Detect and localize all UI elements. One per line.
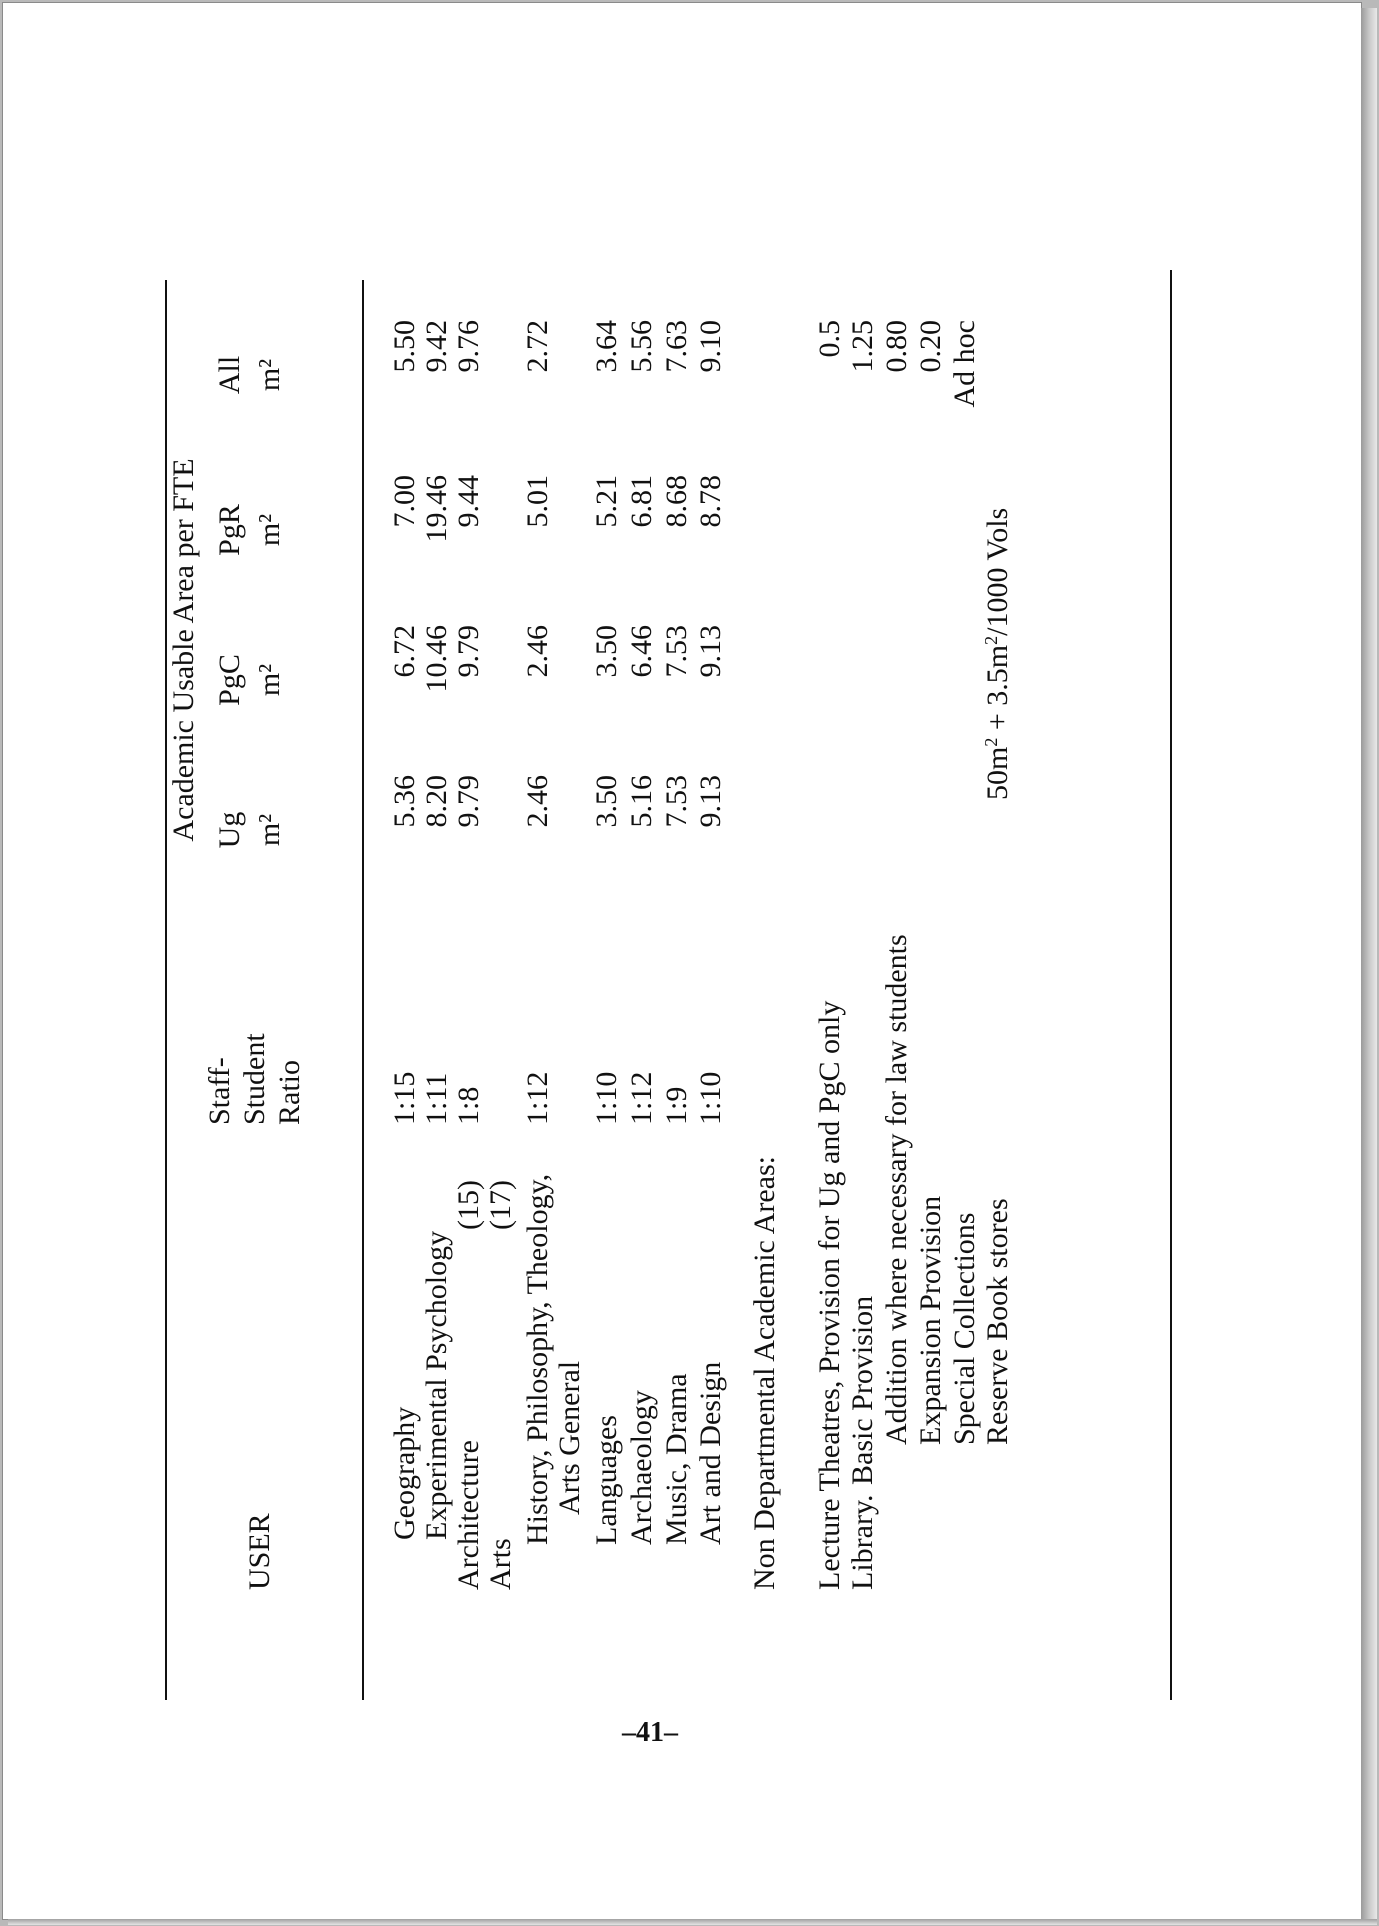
row-pgr: 7.00 — [388, 475, 421, 528]
library-reserve-value — [983, 508, 1013, 800]
lecture-theatres-label: Lecture Theatres, Provision for Ug and PgC only — [813, 1000, 846, 1590]
row-pgc: 6.46 — [625, 625, 658, 678]
row-pgc: 7.53 — [660, 625, 693, 678]
row-all: 2.72 — [521, 320, 554, 373]
reserve-value-part: /1000 Vols — [981, 507, 1014, 636]
row-user: Experimental Psychology — [420, 1230, 453, 1540]
row-num: (17) — [484, 1180, 517, 1230]
row-ratio: 1:12 — [521, 1071, 554, 1125]
page-edge-shadow — [1361, 8, 1377, 1920]
reserve-value-sup: 2 — [981, 737, 1001, 747]
row-ug: 3.50 — [590, 775, 623, 828]
header-ug-unit: m² — [253, 813, 286, 847]
row-user: Architecture — [452, 1440, 485, 1590]
library-label: Library. — [846, 1494, 879, 1590]
page-number: –41– — [622, 1717, 678, 1748]
library-reserve-label: Reserve Book stores — [981, 1198, 1014, 1445]
header-pgr: PgR — [213, 504, 246, 556]
row-pgr: 8.68 — [660, 475, 693, 528]
row-ug: 9.79 — [452, 775, 485, 828]
header-user: USER — [243, 1513, 276, 1590]
library-law-label: Addition where necessary for law students — [880, 934, 913, 1445]
row-user: Languages — [590, 1415, 623, 1545]
row-pgr: 9.44 — [452, 475, 485, 528]
reserve-value-part: 50m — [981, 746, 1014, 800]
row-pgr: 5.21 — [590, 475, 623, 528]
row-ug: 5.16 — [625, 775, 658, 828]
lecture-theatres-all: 0.5 — [813, 320, 846, 358]
header-pgc-unit: m² — [253, 663, 286, 697]
rotated-table — [160, 270, 1180, 1700]
library-special-all: Ad hoc — [948, 320, 981, 408]
row-all: 9.76 — [452, 320, 485, 373]
header-ratio-2: Student — [238, 1033, 271, 1125]
row-pgr: 19.46 — [420, 475, 453, 543]
row-user: Art and Design — [694, 1361, 727, 1545]
row-all: 5.56 — [625, 320, 658, 373]
row-ratio: 1:10 — [694, 1071, 727, 1125]
row-all: 3.64 — [590, 320, 623, 373]
row-num: (15) — [452, 1180, 485, 1230]
row-pgr: 6.81 — [625, 475, 658, 528]
row-pgc: 2.46 — [521, 625, 554, 678]
header-group-title: Academic Usable Area per FTE — [167, 458, 200, 842]
row-ratio: 1:8 — [452, 1086, 485, 1125]
library-law-all: 0.80 — [880, 320, 913, 373]
reserve-value-part: + 3.5m — [981, 644, 1014, 738]
row-ug: 9.13 — [694, 775, 727, 828]
row-pgc: 10.46 — [420, 625, 453, 693]
header-all-unit: m² — [253, 358, 286, 392]
row-user: Arts General — [553, 1360, 586, 1515]
row-ratio: 1:11 — [420, 1072, 453, 1125]
row-user: History, Philosophy, Theology, — [521, 1173, 554, 1545]
row-pgc: 3.50 — [590, 625, 623, 678]
non-departmental-heading: Non Departmental Academic Areas: — [748, 1155, 781, 1590]
row-all: 5.50 — [388, 320, 421, 373]
library-expansion-label: Expansion Provision — [914, 1195, 947, 1445]
row-ratio: 1:10 — [590, 1071, 623, 1125]
row-ug: 2.46 — [521, 775, 554, 828]
row-pgc: 9.79 — [452, 625, 485, 678]
row-user: Geography — [388, 1406, 421, 1540]
row-user: Arts — [484, 1538, 517, 1590]
library-special-label: Special Collections — [948, 1212, 981, 1445]
row-ratio: 1:12 — [625, 1071, 658, 1125]
header-ratio-3: Ratio — [273, 1060, 306, 1125]
header-rule — [362, 280, 364, 1700]
row-ug: 5.36 — [388, 775, 421, 828]
row-all: 9.10 — [694, 320, 727, 373]
header-ratio-1: Staff- — [203, 1057, 236, 1125]
row-pgr: 5.01 — [521, 475, 554, 528]
reserve-value-sup: 2 — [981, 635, 1001, 645]
row-pgr: 8.78 — [694, 475, 727, 528]
row-ratio: 1:15 — [388, 1071, 421, 1125]
page-bottom-shadow — [8, 1919, 1377, 1925]
row-user: Music, Drama — [660, 1373, 693, 1545]
row-all: 9.42 — [420, 320, 453, 373]
row-all: 7.63 — [660, 320, 693, 373]
header-ug: Ug — [213, 811, 246, 849]
header-pgc: PgC — [213, 654, 246, 706]
header-pgr-unit: m² — [253, 513, 286, 547]
row-ug: 7.53 — [660, 775, 693, 828]
bottom-rule — [1170, 270, 1172, 1700]
row-pgc: 9.13 — [694, 625, 727, 678]
row-ratio: 1:9 — [660, 1086, 693, 1125]
library-basic-label: Basic Provision — [846, 1295, 879, 1485]
library-expansion-all: 0.20 — [914, 320, 947, 373]
library-basic-all: 1.25 — [846, 320, 879, 373]
row-user: Archaeology — [625, 1390, 658, 1545]
row-pgc: 6.72 — [388, 625, 421, 678]
header-all: All — [213, 355, 246, 395]
row-ug: 8.20 — [420, 775, 453, 828]
